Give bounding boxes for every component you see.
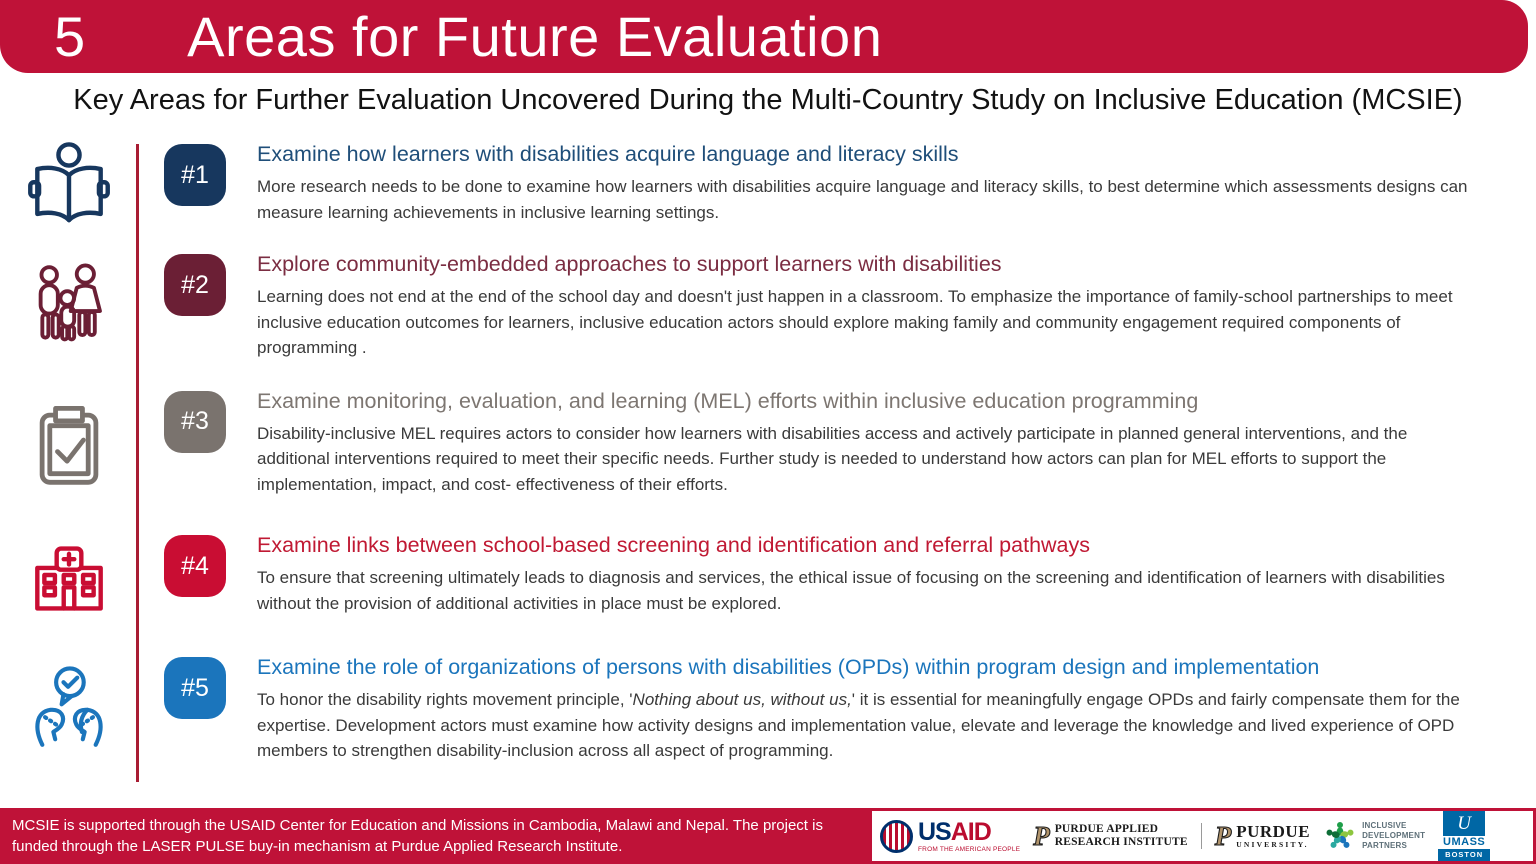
item-body: Disability-inclusive MEL requires actors to consider how learners with disabilities access and actively participate in planned general interventions, and the additional interventions required to meet their specific needs. Further study is needed to understand how actors can plan for MEL efforts to support the implementation, impact, and cost- effectiveness of their efforts. (257, 423, 1408, 494)
reader-icon (0, 140, 137, 228)
item-heading: Examine the role of organizations of persons with disabilities (OPDs) within program design and implementation (257, 655, 1320, 679)
item-number-badge: #1 (164, 144, 226, 206)
idp-people-circle-icon (1323, 819, 1357, 853)
logo-separator (1201, 823, 1202, 849)
purdue-line2: UNIVERSITY. (1236, 840, 1309, 850)
slide-number: 5 (54, 5, 86, 68)
item-heading: Examine how learners with disabilities acquire language and literacy skills (257, 142, 959, 166)
usaid-wordmark-us: US (918, 817, 951, 846)
idp-line3: PARTNERS (1362, 841, 1408, 850)
idp-line1: INCLUSIVE (1362, 821, 1407, 830)
item-heading: Examine monitoring, evaluation, and learning (MEL) efforts within inclusive education programming (257, 388, 1199, 413)
purdue-applied-research-logo (1033, 820, 1188, 851)
usaid-tagline: FROM THE AMERICAN PEOPLE (918, 845, 1021, 853)
list-item-1 (0, 140, 1536, 228)
umass-glyph-icon: U (1443, 811, 1485, 836)
usaid-wordmark-aid: AID (950, 817, 991, 846)
slide-title: Areas for Future Evaluation (187, 5, 883, 68)
slide-subtitle: Key Areas for Further Evaluation Uncovered During the Multi-Country Study on Inclusive Education (MCSIE) (73, 84, 1463, 116)
item-body: More research needs to be done to examine how learners with disabilities acquire language and literacy skills, to best determine which assessments designs can measure learning achievements in inclusive learning settings. (257, 177, 1468, 222)
item-body-quote: Nothing about us, without us, (632, 690, 852, 709)
usaid-logo (880, 817, 1021, 853)
content-area (0, 140, 1536, 764)
footer-note: MCSIE is supported through the USAID Center for Education and Missions in Cambodia, Malawi and Nepal. The project is funded through the LASER PULSE buy-in mechanism at Purdue Applied Research Institute. (0, 808, 869, 864)
vertical-divider (136, 144, 139, 782)
purdue-university-logo (1214, 820, 1311, 851)
item-heading: Explore community-embedded approaches to support learners with disabilities (257, 252, 1002, 276)
umass-boston-logo (1438, 811, 1490, 861)
purdue-p-icon: P (1033, 820, 1050, 851)
item-number-badge: #2 (164, 254, 226, 316)
item-body: To ensure that screening ultimately leads to diagnosis and services, the ethical issue of focusing on the screening and identification of learners with disabilities without the provision of additional activities in place must be explored. (257, 568, 1445, 613)
slide-title-bar (0, 0, 1528, 73)
list-item-3 (0, 387, 1536, 498)
pari-line2: RESEARCH INSTITUTE (1054, 836, 1188, 848)
umass-name: UMASS (1443, 836, 1486, 849)
item-heading: Examine links between school-based screening and identification and referral pathways (257, 533, 1091, 557)
item-number-badge: #3 (164, 391, 226, 453)
pari-line1: PURDUE APPLIED (1054, 822, 1159, 835)
partner-logo-strip (869, 808, 1536, 864)
usaid-seal-icon (880, 820, 913, 853)
item-body-prefix: To honor the disability rights movement principle, ' (257, 690, 633, 709)
clipboard-check-icon (0, 392, 137, 492)
footer (0, 808, 1536, 864)
hospital-icon (0, 531, 137, 619)
list-item-5 (0, 653, 1536, 764)
list-item-2 (0, 250, 1536, 361)
item-body (257, 687, 1481, 764)
purdue-p-icon: P (1214, 820, 1232, 851)
item-number-badge: #4 (164, 535, 226, 597)
conversation-icon (0, 662, 137, 754)
family-icon (0, 262, 137, 348)
idp-logo (1323, 819, 1425, 853)
purdue-line1: PURDUE (1236, 821, 1311, 841)
umass-boston: BOSTON (1438, 849, 1490, 861)
idp-line2: DEVELOPMENT (1362, 831, 1426, 840)
list-item-4 (0, 531, 1536, 619)
item-number-badge: #5 (164, 657, 226, 719)
item-body: Learning does not end at the end of the school day and doesn't just happen in a classroom. To emphasize the importance of family-school partnerships to meet inclusive education outcomes for learners, inclusive education actors should explore making family and community engagement required components of programming . (257, 287, 1453, 357)
item-body-suffix: ' it is essential for meaningfully engage OPDs and fairly compensate them for the expertise. Development actors must examine how activity designs and implementation value, elevate and leverage the knowledge and lived experience of OPD members to strengthen disability-inclusion across all aspect of programming. (257, 690, 1460, 760)
